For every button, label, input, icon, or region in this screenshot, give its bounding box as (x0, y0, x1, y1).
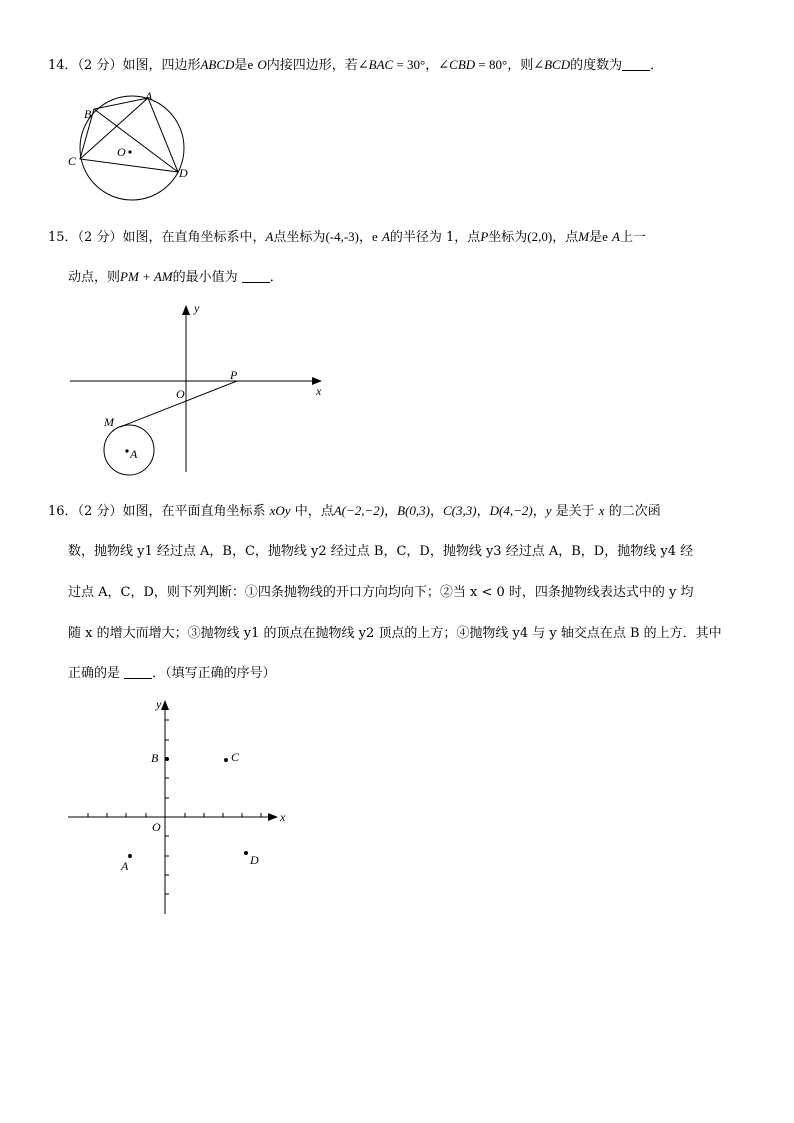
q16-text-line3: 过点 A，C，D，则下列判断：①四条抛物线的开口方向均向下；②当 x < 0 时，四条抛物线表达式中的 y 均 (68, 585, 694, 600)
label-d: D (179, 166, 188, 180)
point-a (128, 854, 132, 858)
label-o: O (176, 387, 185, 401)
label-x: x (280, 810, 286, 824)
y-axis-ticks (165, 720, 169, 894)
label-a: A (121, 859, 129, 873)
q15-text-line1: 15．（2 分）如图，在直角坐标系中，A点坐标为(-4,-3)，e A的半径为 1，点P坐标为(2,0)，点M是e A上一 (48, 229, 646, 245)
label-p: P (230, 368, 238, 382)
label-b: B (84, 107, 92, 121)
label-m: M (104, 415, 114, 429)
q15-text-line2: 动点，则PM + AM的最小值为 ． (68, 269, 283, 285)
label-x: x (316, 384, 322, 398)
label-c: C (68, 154, 77, 168)
label-d: D (250, 853, 259, 867)
q16-text-line2: 数，抛物线 y1 经过点 A，B，C，抛物线 y2 经过点 B，C，D，抛物线 y3 经过点 A，B，D，抛物线 y4 经 (68, 544, 694, 559)
center-point (128, 150, 131, 153)
q15-figure (66, 300, 336, 480)
y-axis-arrow (161, 700, 169, 710)
q16-text-line4: 随 x 的增大而增大；③抛物线 y1 的顶点在抛物线 y2 顶点的上方；④抛物线 y4 与 y 轴交点在点 B 的上方．其中 (68, 626, 722, 641)
point-b (165, 757, 169, 761)
circle-a (104, 425, 154, 475)
label-o: O (152, 820, 161, 834)
label-a: A (130, 447, 138, 461)
point-a (125, 449, 128, 452)
q14-text: 14．（2 分）如图，四边形ABCD是e O内接四边形，若∠BAC = 30°，∠CBD = 80°，则∠BCD的度数为 ． (48, 57, 664, 73)
q16-text-line5: 正确的是 ．（填写正确的序号） (68, 666, 276, 681)
answer-blank[interactable] (622, 58, 650, 71)
x-axis-ticks (88, 813, 261, 817)
answer-blank[interactable] (242, 270, 270, 283)
answer-blank[interactable] (124, 666, 152, 679)
label-y: y (194, 301, 200, 315)
q16-text-line1: 16．（2 分）如图，在平面直角坐标系 xOy 中，点A(−2,−2)，B(0,3)，C(3,3)，D(4,−2)，y 是关于 x 的二次函 (48, 503, 661, 519)
q16-figure (62, 696, 302, 918)
label-b: B (151, 751, 159, 765)
label-y: y (156, 697, 162, 711)
point-c (224, 758, 228, 762)
q14-figure (60, 88, 200, 204)
y-axis-arrow (182, 305, 190, 315)
x-axis-arrow (268, 813, 278, 821)
label-c: C (231, 750, 240, 764)
label-a: A (145, 89, 153, 103)
point-d (244, 851, 248, 855)
label-o: O (117, 145, 126, 159)
